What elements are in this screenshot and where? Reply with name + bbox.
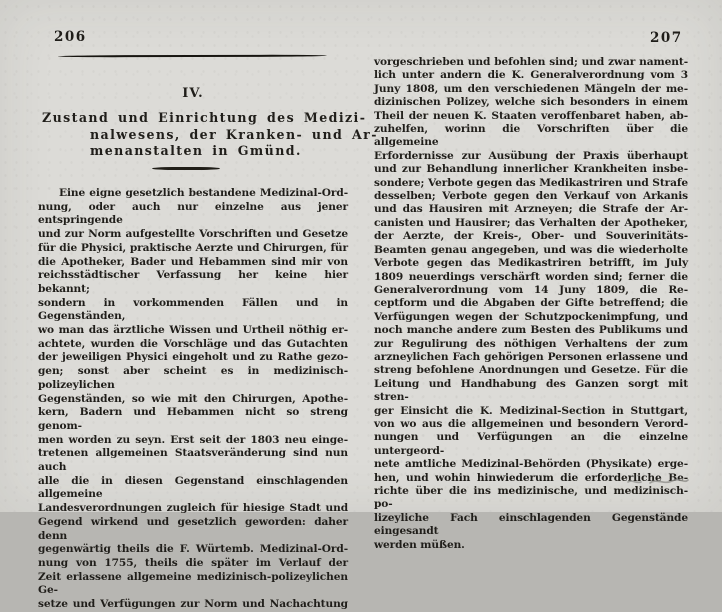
text-line: Verbote gegen das Medikastriren betrifft, im July [374,257,688,270]
text-line: Juny 1808, um den verschiedenen Mängeln der me- [374,82,688,95]
text-line: und zur Norm aufgestellte Vorschriften und Gesetze [38,228,348,241]
text-line: nung, oder auch nur einzelne aus jener entspringende [38,200,348,227]
text-line: lizeyliche Fach einschlagenden Gegenstände eingesandt [374,511,688,538]
text-line: ceptform und die Abgaben der Gifte betreffend; die [374,297,688,310]
text-line: arzneylichen Fach gehörigen Personen erlassene und [374,350,688,363]
text-line: dizinischen Polizey, welche sich besonders in einem [374,96,688,109]
text-line: vorgeschrieben und befohlen sind; und zwar nament- [374,56,688,68]
text-line: achtete, wurden die Vorschläge und das Gutachten [38,337,348,350]
text-line: sondere; Verbote gegen das Medikastriren und Strafe [374,176,688,189]
text-line: menanstalten in Gmünd. [90,143,302,158]
text-line: zuhelfen, worinn die Vorschriften über die allgemeine [374,123,688,149]
text-line: werden müßen. [374,538,465,551]
text-line: nungen und Verfügungen an die einzelne untergeord- [374,431,688,457]
text-line: gegenwärtig theils die F. Würtemb. Medizinal-Ord- [38,543,348,556]
text-line: sondern in vorkommenden Fällen und in Gegenständen, [38,296,348,323]
page-number-right: 207 [650,30,683,46]
text-line: Gegend wirkend und gesetzlich geworden: daher denn [38,515,348,542]
text-line: lich unter andern die K. Generalverordnung vom 3 [374,69,688,82]
text-line: und zur Behandlung innerlicher Krankheiten insbe- [374,163,688,176]
text-line: 1809 neuerdings verschärft worden sind; ferner die [374,270,688,283]
text-line: Eine eigne gesetzlich bestandene Medizinal-Ord- [59,187,348,199]
pencil-smudge-icon [626,475,690,489]
text-line: nalwesens, der Kranken- und Ar- [90,126,378,142]
text-line: ger Einsicht die K. Medizinal-Section in Stuttgart, [374,404,688,417]
text-line: die Apotheker, Bader und Hebammen sind mir von [38,255,348,268]
text-line: wo man das ärztliche Wissen und Urtheil nöthig er- [38,324,348,337]
text-line: der Aerzte, der Kreis-, Ober- und Souverinitäts- [374,230,688,243]
text-line: für die Physici, praktische Aerzte und Chirurgen, für [38,241,348,254]
text-line: tretenen allgemeinen Staatsveränderung sind nun auch [38,447,348,474]
text-line: Leitung und Handhabung des Ganzen sorgt mit stren- [374,377,688,404]
text-line: desselben; Verbote gegen den Verkauf von Arkanis [374,190,688,203]
text-line: streng befohlene Anordnungen und Gesetze. Für die [374,364,688,377]
page-number-left: 206 [54,29,87,45]
text-line: gen; sonst aber scheint es in medizinisch-polizeylichen [38,365,348,391]
text-line: der jeweiligen Physici eingeholt und zu Rathe gezo- [38,351,348,364]
text-line: kern, Badern und Hebammen nicht so streng genom- [38,406,348,432]
text-line: Landesverordnungen zugleich für hiesige Stadt und [38,502,348,515]
text-line: nung von 1755, theils die später im Verlauf der [38,556,348,569]
text-line: Generalverordnung vom 14 Juny 1809, die Re- [374,283,688,296]
text-line: Beamten genau angegeben, und was die wiederholte [374,243,688,256]
section-number: IV. [182,86,204,101]
text-line: und das Hausiren mit Arzneyen; die Strafe der Ar- [374,203,688,216]
left-page-text [38,187,348,612]
text-line: Theil der neuen K. Staaten veroffenbaret haben, ab- [374,109,688,122]
text-line: Gegenständen, so wie mit den Chirurgen, Apothe- [38,392,348,405]
chapter-title [42,110,378,160]
text-line: hen, und wohin hinwiederum die erforderliche Be- [374,471,688,484]
title-divider [152,167,220,170]
text-line: richte über die ins medizinische, und medizinisch-po- [374,485,688,511]
text-line: men worden zu seyn. Erst seit der 1803 neu einge- [38,433,348,446]
header-rule [58,55,327,58]
text-line: nete amtliche Medizinal-Behörden (Physikate) erge- [374,458,688,471]
text-line: alle die in diesen Gegenstand einschlagenden allgemeine [38,474,348,501]
text-line: Verfügungen wegen der Schutzpockenimpfung, und [374,310,688,323]
text-line: reichsstädtischer Verfassung her keine hier bekannt; [38,269,348,295]
text-line: canisten und Hausirer; das Verhalten der Apotheker, [374,216,688,229]
text-line: Zeit erlassene allgemeine medizinisch-polizeylichen Ge- [38,570,348,597]
text-line: zur Regulirung des nöthigen Verhaltens der zum [374,337,688,350]
text-line: von wo aus die allgemeinen und besondern Verord- [374,417,688,430]
text-line: setze und Verfügungen zur Norm und Nachachtung [38,598,348,611]
text-line: noch manche andere zum Besten des Publikums und [374,324,688,337]
text-line: Zustand und Einrichtung des Medizi- [42,110,367,125]
text-line: Erfordernisse zur Ausübung der Praxis überhaupt [374,149,688,162]
